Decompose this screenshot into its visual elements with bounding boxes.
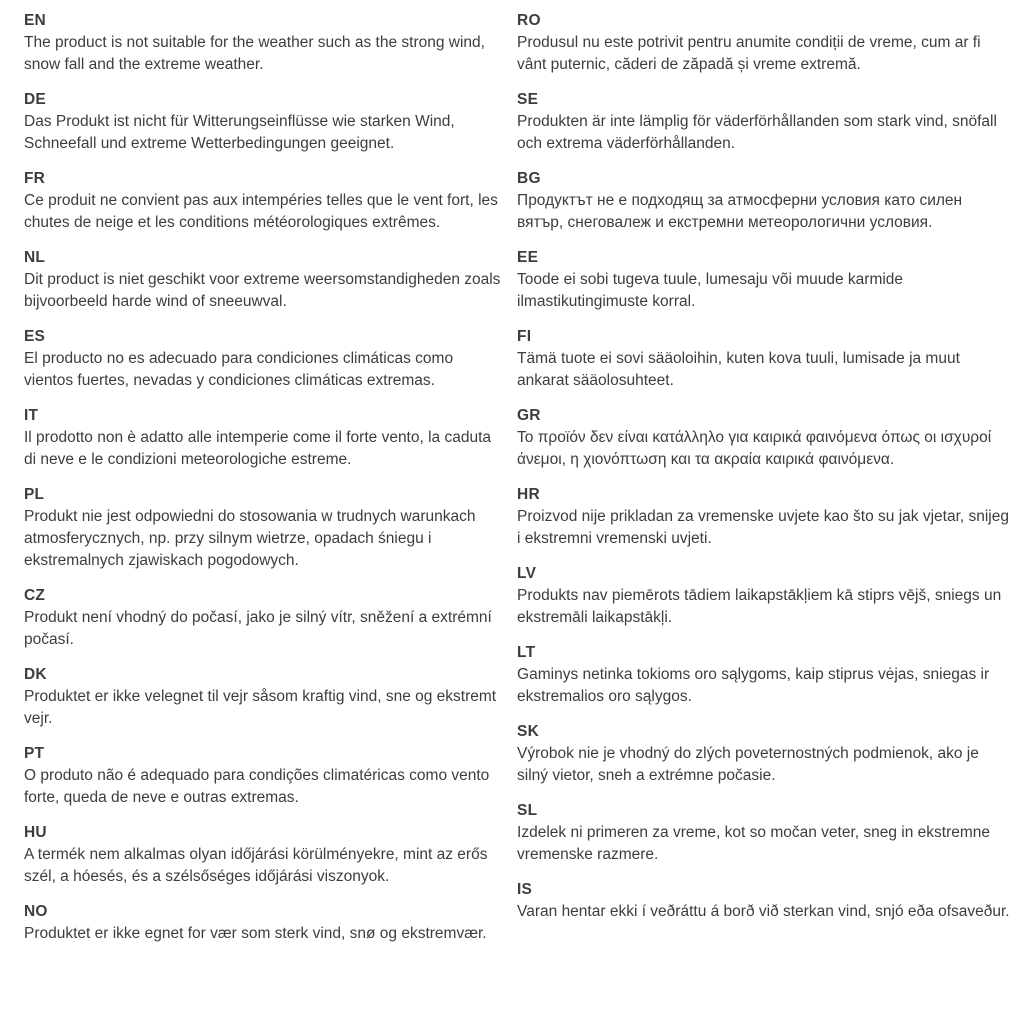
column-right xyxy=(517,10,1010,936)
language-code: HU xyxy=(24,824,47,841)
language-section-hu xyxy=(24,822,503,888)
language-text: Toode ei sobi tugeva tuule, lumesaju või muude karmide ilmastikutingimuste korral. xyxy=(517,271,904,310)
language-code: DK xyxy=(24,666,47,683)
language-text: Das Produkt ist nicht für Witterungseinflüsse wie starken Wind, Schneefall und extreme Wetterbedingungen geeignet. xyxy=(24,113,455,152)
language-code: FI xyxy=(517,328,532,345)
language-section-hr xyxy=(517,484,1010,550)
language-section-lv xyxy=(517,563,1010,629)
language-section-de xyxy=(24,89,503,155)
language-section-dk xyxy=(24,664,503,730)
language-section-no xyxy=(24,901,503,945)
language-section-en xyxy=(24,10,503,76)
language-text: Produkt není vhodný do počasí, jako je silný vítr, sněžení a extrémní počasí. xyxy=(24,609,492,648)
language-code: NO xyxy=(24,903,48,920)
language-text: Продуктът не е подходящ за атмосферни условия като силен вятър, снеговалеж и екстремни метеорологични условия. xyxy=(517,192,963,231)
language-code: SE xyxy=(517,91,539,108)
language-text: Produktet er ikke velegnet til vejr såsom kraftig vind, sne og ekstremt vejr. xyxy=(24,688,497,727)
language-section-pl xyxy=(24,484,503,572)
language-text: O produto não é adequado para condições climatéricas como vento forte, queda de neve e outras extremas. xyxy=(24,767,490,806)
language-code: BG xyxy=(517,170,541,187)
language-code: GR xyxy=(517,407,541,424)
language-code: LV xyxy=(517,565,537,582)
language-section-es xyxy=(24,326,503,392)
language-text: Izdelek ni primeren za vreme, kot so močan veter, sneg in ekstremne vremenske razmere. xyxy=(517,824,991,863)
language-text: Produkt nie jest odpowiedni do stosowania w trudnych warunkach atmosferycznych, np. przy silnym wietrze, opadach śniegu i ekstremalnych zjawiskach pogodowych. xyxy=(24,508,476,569)
language-code: FR xyxy=(24,170,46,187)
language-code: PL xyxy=(24,486,45,503)
language-section-se xyxy=(517,89,1010,155)
language-section-nl xyxy=(24,247,503,313)
language-section-cz xyxy=(24,585,503,651)
language-text: Gaminys netinka tokioms oro sąlygoms, kaip stiprus vėjas, sniegas ir ekstremalios oro sąlygos. xyxy=(517,666,990,705)
language-text: Produkts nav piemērots tādiem laikapstākļiem kā stiprs vējš, sniegs un ekstremāli laikapstākļi. xyxy=(517,587,1002,626)
language-text: Proizvod nije prikladan za vremenske uvjete kao što su jak vjetar, snijeg i ekstremni vremenski uvjeti. xyxy=(517,508,1009,547)
two-column-layout xyxy=(24,10,1010,958)
language-text: Produktet er ikke egnet for vær som sterk vind, snø og ekstremvær. xyxy=(24,925,487,942)
language-text: Varan hentar ekki í veðráttu á borð við sterkan vind, snjó eða ofsaveður. xyxy=(517,903,1010,920)
language-code: RO xyxy=(517,12,541,29)
column-left xyxy=(24,10,503,958)
language-text: Výrobok nie je vhodný do zlých poveternostných podmienok, ako je silný vietor, sneh a extrémne počasie. xyxy=(517,745,979,784)
language-code: PT xyxy=(24,745,45,762)
language-text: A termék nem alkalmas olyan időjárási körülményekre, mint az erős szél, a hóesés, és a szélsőséges időjárási viszonyok. xyxy=(24,846,488,885)
language-code: HR xyxy=(517,486,540,503)
language-section-lt xyxy=(517,642,1010,708)
language-section-ee xyxy=(517,247,1010,313)
language-section-bg xyxy=(517,168,1010,234)
language-code: SL xyxy=(517,802,538,819)
language-text: Το προϊόν δεν είναι κατάλληλο για καιρικά φαινόμενα όπως οι ισχυροί άνεμοι, η χιονόπτωση και τα ακραία καιρικά φαινόμενα. xyxy=(517,429,992,468)
language-text: Dit product is niet geschikt voor extreme weersomstandigheden zoals bijvoorbeeld harde wind of sneeuwval. xyxy=(24,271,501,310)
language-section-sk xyxy=(517,721,1010,787)
language-section-pt xyxy=(24,743,503,809)
language-text: Tämä tuote ei sovi sääoloihin, kuten kova tuuli, lumisade ja muut ankarat sääolosuhteet. xyxy=(517,350,960,389)
language-code: EN xyxy=(24,12,46,29)
language-text: The product is not suitable for the weather such as the strong wind, snow fall and the extreme weather. xyxy=(24,34,485,73)
language-section-ro xyxy=(517,10,1010,76)
language-text: Produkten är inte lämplig för väderförhållanden som stark vind, snöfall och extrema väderförhållanden. xyxy=(517,113,997,152)
language-text: Produsul nu este potrivit pentru anumite condiții de vreme, cum ar fi vânt puternic, căderi de zăpadă și vreme extremă. xyxy=(517,34,981,73)
language-code: IT xyxy=(24,407,39,424)
language-code: NL xyxy=(24,249,46,266)
language-section-it xyxy=(24,405,503,471)
language-code: IS xyxy=(517,881,533,898)
language-code: DE xyxy=(24,91,46,108)
language-section-gr xyxy=(517,405,1010,471)
language-code: ES xyxy=(24,328,46,345)
language-code: SK xyxy=(517,723,539,740)
language-text: El producto no es adecuado para condiciones climáticas como vientos fuertes, nevadas y condiciones climáticas extremas. xyxy=(24,350,454,389)
language-code: CZ xyxy=(24,587,46,604)
language-section-is xyxy=(517,879,1010,923)
language-text: Il prodotto non è adatto alle intemperie come il forte vento, la caduta di neve e le condizioni meteorologiche estreme. xyxy=(24,429,492,468)
language-code: LT xyxy=(517,644,536,661)
language-section-fr xyxy=(24,168,503,234)
language-text: Ce produit ne convient pas aux intempéries telles que le vent fort, les chutes de neige et les conditions météorologiques extrêmes. xyxy=(24,192,498,231)
language-section-fi xyxy=(517,326,1010,392)
language-code: EE xyxy=(517,249,539,266)
language-section-sl xyxy=(517,800,1010,866)
